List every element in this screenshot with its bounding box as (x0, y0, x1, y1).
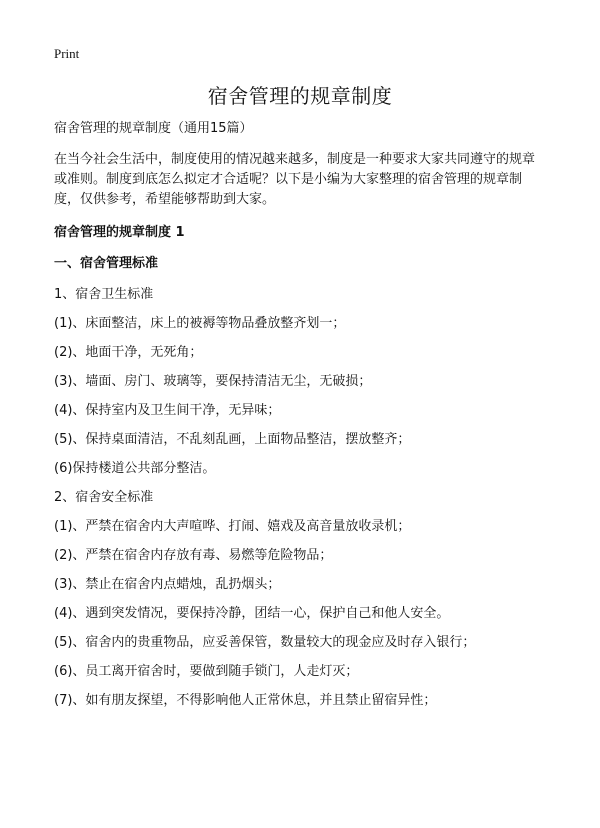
list-item: (2)、严禁在宿舍内存放有毒、易燃等危险物品； (54, 548, 333, 563)
document-body (54, 120, 544, 721)
list-item: (5)、保持桌面清洁，不乱刻乱画，上面物品整洁，摆放整齐； (54, 432, 411, 447)
intro-paragraph: 在当今社会生活中，制度使用的情况越来越多，制度是一种要求大家共同遵守的规章或准则。制度到底怎么拟定才合适呢？以下是小编为大家整理的宿舍管理的规章制度，仅供参考，希望能够帮助到大家。 (54, 152, 536, 207)
list-item: (7)、如有朋友探望，不得影响他人正常休息，并且禁止留宿异性； (54, 693, 437, 708)
group-heading-safety: 2、宿舍安全标准 (54, 490, 154, 505)
list-item: (6)、员工离开宿舍时，要做到随手锁门，人走灯灭； (54, 664, 359, 679)
document-subtitle: 宿舍管理的规章制度（通用15篇） (54, 121, 253, 136)
list-item: (3)、墙面、房门、玻璃等，要保持清洁无尘，无破损； (54, 374, 372, 389)
list-item: (1)、床面整洁，床上的被褥等物品叠放整齐划一； (54, 316, 346, 331)
group-heading-hygiene: 1、宿舍卫生标准 (54, 287, 154, 302)
section-heading: 宿舍管理的规章制度 1 (54, 225, 185, 240)
list-item: (4)、遇到突发情况，要保持冷静，团结一心，保护自己和他人安全。 (54, 606, 450, 621)
list-item: (6)保持楼道公共部分整洁。 (54, 461, 216, 476)
list-item: (2)、地面干净，无死角； (54, 345, 203, 360)
list-item: (3)、禁止在宿舍内点蜡烛，乱扔烟头； (54, 577, 281, 592)
list-item: (5)、宿舍内的贵重物品，应妥善保管，数量较大的现金应及时存入银行； (54, 635, 476, 650)
print-link[interactable]: Print (54, 46, 80, 61)
page-title: 宿舍管理的规章制度 (207, 84, 393, 108)
list-item: (1)、严禁在宿舍内大声喧哗、打闹、嬉戏及高音量放收录机； (54, 519, 411, 534)
list-item: (4)、保持室内及卫生间干净，无异味； (54, 403, 281, 418)
sub-heading: 一、宿舍管理标准 (54, 256, 159, 271)
